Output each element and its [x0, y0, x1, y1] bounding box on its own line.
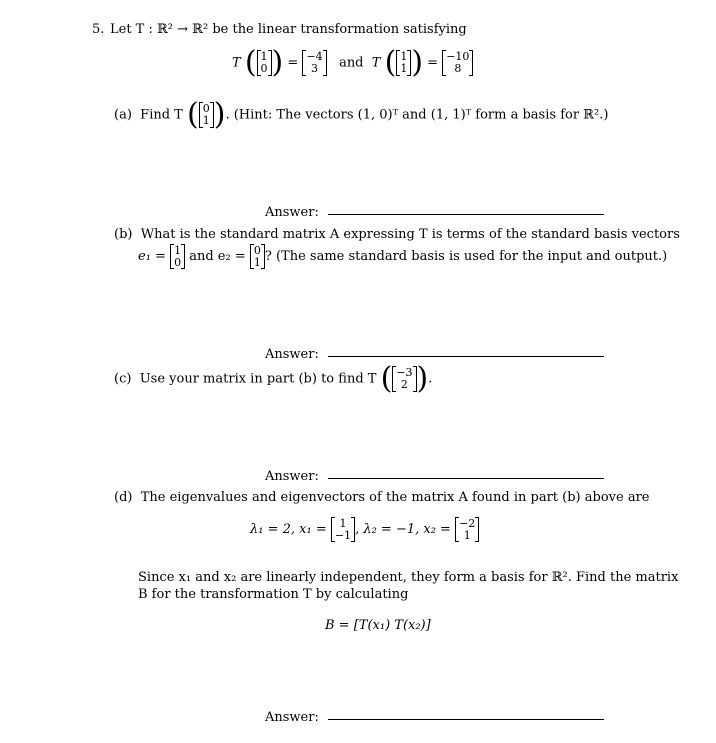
and-word: and: [339, 55, 364, 71]
equals: =: [287, 55, 299, 71]
vector-e1: [170, 245, 185, 268]
e2-bottom: 1: [253, 255, 261, 269]
v1-bottom: 0: [260, 62, 268, 75]
c-top: −3: [396, 366, 413, 380]
vector-c: [392, 367, 416, 390]
x2-bottom: 1: [463, 528, 471, 542]
answer-blank-d[interactable]: [328, 719, 604, 720]
r2-bottom: 8: [454, 62, 462, 75]
part-b-tail: ? (The same standard basis is used for the input and output.): [264, 249, 668, 265]
part-b-line2: [138, 245, 667, 268]
paren-right-a: ): [213, 97, 226, 132]
lambda2-text: , λ₂ = −1, x₂ =: [355, 522, 451, 538]
r1-bottom: 3: [311, 62, 319, 75]
part-d-since2: B for the transformation T by calculating: [138, 587, 409, 602]
paren-left-c: (: [380, 361, 393, 396]
paren-right-c: ): [416, 361, 429, 396]
part-c-text: Use your matrix in part (b) to find T: [139, 371, 377, 387]
part-a: [114, 97, 609, 132]
paren-left: (: [244, 45, 257, 80]
t-symbol: T: [232, 55, 241, 71]
part-b-question: What is the standard matrix A expressing T is terms of the standard basis vectors: [140, 227, 680, 242]
part-a-hint: . (Hint: The vectors (1, 0)ᵀ and (1, 1)ᵀ form a basis for ℝ².): [225, 107, 609, 123]
answer-blank-b[interactable]: [328, 356, 604, 357]
vector-v1: [257, 51, 272, 74]
vector-x1: [331, 518, 355, 541]
paren-left-2: (: [384, 45, 397, 80]
vector-x2: [455, 518, 479, 541]
part-d-label: (d): [114, 490, 133, 505]
paren-right-2: ): [411, 45, 424, 80]
e2-top: 0: [253, 244, 261, 257]
answer-blank-a[interactable]: [328, 214, 604, 215]
answer-blank-c[interactable]: [328, 478, 604, 479]
problem-number: 5.: [92, 22, 105, 37]
part-d-since1: Since x₁ and x₂ are linearly independent, they form a basis for ℝ². Find the matrix: [138, 570, 679, 585]
t-symbol-2: T: [371, 55, 381, 71]
part-c: [114, 361, 433, 396]
e1-top: 1: [174, 244, 182, 257]
vector-e2: [250, 245, 265, 268]
v2-bottom: 1: [400, 62, 408, 75]
vector-v2: [396, 51, 411, 74]
lambda1-text: λ₁ = 2, x₁ =: [250, 522, 327, 538]
c-bottom: 2: [400, 378, 408, 391]
and-e2-label: and e₂ =: [189, 249, 246, 265]
given-equations: [232, 45, 473, 80]
e1-label: e₁ =: [138, 249, 166, 265]
vector-a: [199, 103, 214, 126]
r2-top: −10: [446, 50, 470, 64]
v2-top: 1: [400, 50, 408, 64]
answer-label-a: Answer:: [265, 205, 319, 220]
part-c-end: .: [428, 371, 433, 387]
part-a-text: Find T: [140, 107, 183, 123]
part-d-line1: [114, 490, 650, 505]
part-b-label: (b): [114, 227, 133, 242]
problem-intro: Let T : ℝ² → ℝ² be the linear transformation satisfying: [110, 22, 467, 37]
paren-right: ): [271, 45, 284, 80]
vector-r1: [302, 51, 326, 74]
x2-top: −2: [459, 517, 476, 530]
formula-b: B = [T(x₁) T(x₂)]: [325, 618, 431, 633]
vector-r2: [442, 51, 473, 74]
eigen-line: [250, 518, 479, 541]
part-b-line1: [114, 227, 680, 242]
answer-label-c: Answer:: [265, 469, 319, 484]
e1-bottom: 0: [174, 255, 182, 269]
v1-top: 1: [260, 50, 268, 64]
part-d-text: The eigenvalues and eigenvectors of the matrix A found in part (b) above are: [140, 490, 650, 505]
a-bottom: 1: [202, 114, 210, 127]
x1-bottom: −1: [334, 528, 352, 542]
a-top: 0: [202, 102, 210, 116]
equals-2: =: [427, 55, 439, 71]
part-a-label: (a): [114, 107, 132, 123]
answer-label-d: Answer:: [265, 710, 319, 725]
x1-top: 1: [339, 517, 347, 530]
answer-label-b: Answer:: [265, 347, 319, 362]
r1-top: −4: [306, 50, 323, 64]
part-c-label: (c): [114, 371, 132, 387]
paren-left-a: (: [187, 97, 199, 132]
